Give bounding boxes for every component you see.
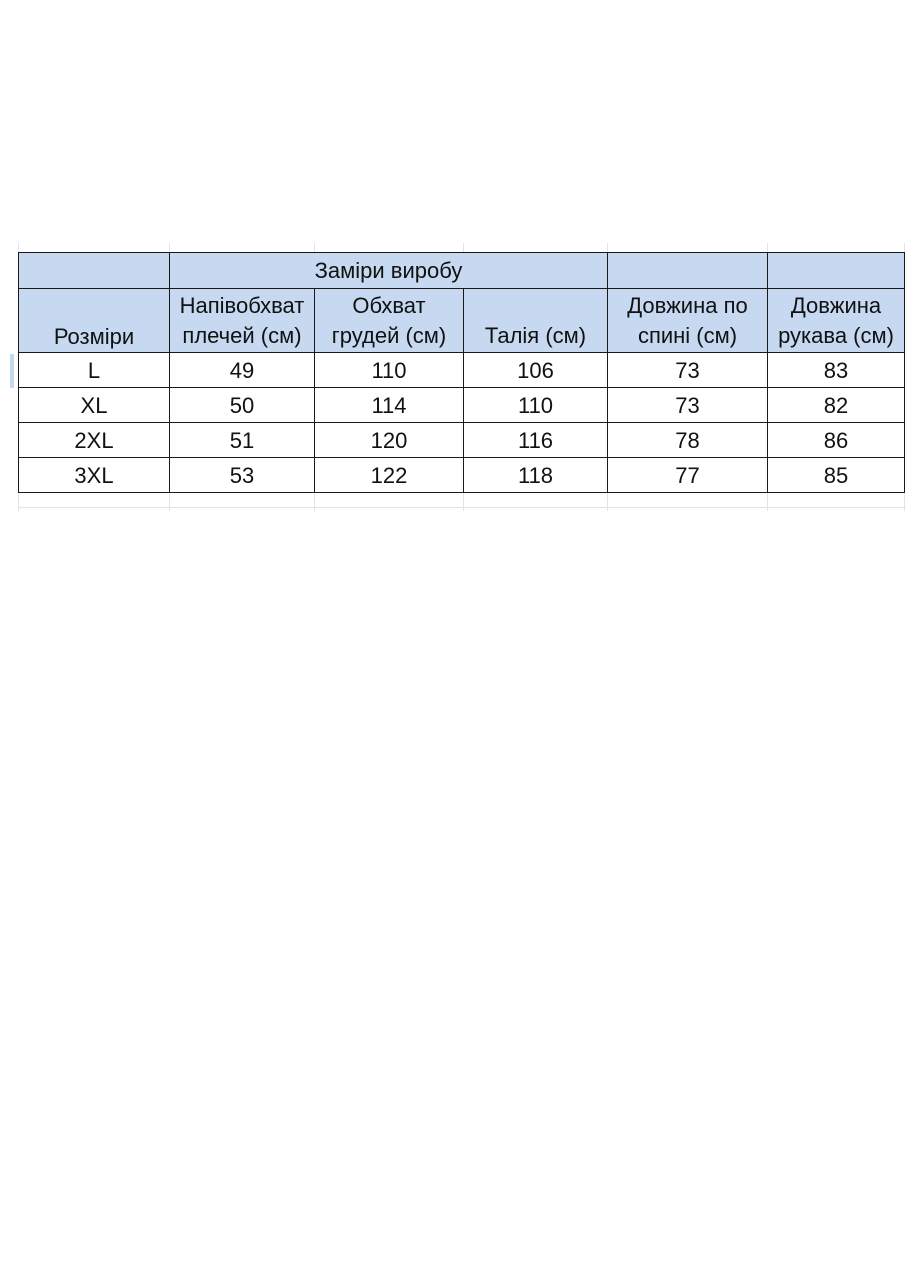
value-cell[interactable]: 49: [170, 353, 315, 388]
column-header-waist[interactable]: [464, 289, 608, 353]
size-chart-sheet: [18, 243, 906, 513]
table-row: [19, 423, 905, 458]
selected-row-marker: [10, 354, 14, 388]
grid-line: [18, 507, 906, 508]
value-cell[interactable]: 110: [464, 388, 608, 423]
column-header-line2: спині (см): [637, 323, 738, 348]
size-cell[interactable]: L: [19, 353, 170, 388]
value-cell[interactable]: 122: [315, 458, 464, 493]
value-cell[interactable]: 83: [768, 353, 905, 388]
value-cell[interactable]: 85: [768, 458, 905, 493]
group-header-cell[interactable]: [170, 253, 608, 289]
table-row: [19, 458, 905, 493]
value-cell[interactable]: 120: [315, 423, 464, 458]
header-cell-empty[interactable]: [768, 253, 905, 289]
column-header-line2: рукава (см): [778, 323, 894, 348]
size-cell[interactable]: 3XL: [19, 458, 170, 493]
column-header-line2: грудей (см): [331, 323, 447, 348]
value-cell[interactable]: 78: [608, 423, 768, 458]
value-cell[interactable]: 118: [464, 458, 608, 493]
value-cell[interactable]: 50: [170, 388, 315, 423]
size-cell[interactable]: 2XL: [19, 423, 170, 458]
size-header-cell[interactable]: [19, 289, 170, 353]
size-chart-table: [18, 252, 905, 493]
value-cell[interactable]: 116: [464, 423, 608, 458]
column-header-sleeve-length[interactable]: [768, 289, 905, 353]
column-header-line1: Довжина: [790, 293, 882, 318]
header-cell-empty[interactable]: [608, 253, 768, 289]
value-cell[interactable]: 114: [315, 388, 464, 423]
value-cell[interactable]: 106: [464, 353, 608, 388]
value-cell[interactable]: 86: [768, 423, 905, 458]
table-row: [19, 388, 905, 423]
table-header-row: [19, 289, 905, 353]
value-cell[interactable]: 51: [170, 423, 315, 458]
value-cell[interactable]: 73: [608, 353, 768, 388]
column-header-line1: Напівобхват: [179, 293, 305, 318]
value-cell[interactable]: 82: [768, 388, 905, 423]
size-cell[interactable]: XL: [19, 388, 170, 423]
column-header-line2: Талія (см): [484, 323, 587, 348]
value-cell[interactable]: 77: [608, 458, 768, 493]
value-cell[interactable]: 53: [170, 458, 315, 493]
value-cell[interactable]: 110: [315, 353, 464, 388]
value-cell[interactable]: 73: [608, 388, 768, 423]
column-header-line1: Довжина по: [627, 293, 748, 318]
size-header-label: Розміри: [53, 324, 135, 349]
column-header-chest[interactable]: [315, 289, 464, 353]
group-header-label: Заміри виробу: [314, 258, 463, 283]
column-header-line2: плечей (см): [182, 323, 302, 348]
table-header-row-group: [19, 253, 905, 289]
column-header-shoulders[interactable]: [170, 289, 315, 353]
header-cell-empty[interactable]: [19, 253, 170, 289]
column-header-line1: Обхват: [352, 293, 426, 318]
column-header-back-length[interactable]: [608, 289, 768, 353]
table-row: [19, 353, 905, 388]
